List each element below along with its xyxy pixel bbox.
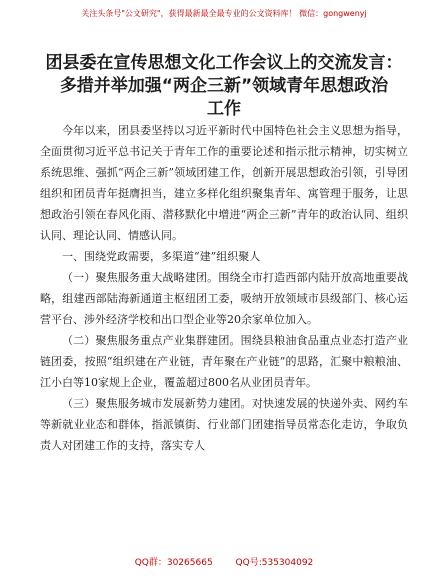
item-paragraph-2: （二）聚焦服务重点产业集群建团。围绕县粮油食品重点业态打造产业链团委，按照“组织建在产业链，青年聚在产业链”的思路，汇聚中粮粮油、江小白等10家规上企业，覆盖超过800名从业团员青年。 — [40, 334, 408, 389]
bottom-contact-banner — [0, 555, 448, 568]
qq-number-text: QQ号:535304092 — [235, 558, 314, 568]
item-paragraph-3: （三）聚焦服务城市发展新势力建团。对快速发展的快递外卖、网约车等新就业业态和群体，指派镇街、行业部门团建指导员常态化走访，争取负责人对团建工作的支持，落实专人 — [40, 397, 408, 452]
document-title — [20, 52, 428, 121]
document-body — [40, 120, 408, 456]
title-line-3: 工作 — [207, 99, 241, 119]
section-heading-1: 一、围绕党政需要，多渠道“建”组织聚人 — [62, 250, 261, 263]
title-line-2: 多措并举加强“两企三新”领域青年思想政治 — [59, 76, 389, 96]
top-promo-banner: 关注头条号"公文研究"，获得最新最全最专业的公文资料库！ 微信：gongwenyj — [81, 9, 367, 18]
qq-group-text: QQ群：30265665 — [134, 558, 213, 568]
title-line-1: 团县委在宣传思想文化工作会议上的交流发言： — [45, 53, 403, 73]
item-paragraph-1: （一）聚焦服务重大战略建团。围绕全市打造西部内陆开放高地重要战略，组建西部陆海新通道主枢纽团工委，吸纳开放领域市县级部门、核心运营平台、涉外经济学校和出口型企业等20余家单位加入。 — [40, 271, 408, 326]
intro-paragraph: 今年以来，团县委坚持以习近平新时代中国特色社会主义思想为指导，全面贯彻习近平总书记关于青年工作的重要论述和指示批示精神，切实树立系统思维、强抓“两企三新”领域团建工作，创新开展思想政治引领，引导团组织和团员青年挺膺担当，建立多样化组织聚集青年、寓管理于服务，让思想政治引领在春风化雨、潜移默化中增进“两企三新”青年的政治认同、组织认同、理论认同、情感认同。 — [40, 124, 408, 242]
